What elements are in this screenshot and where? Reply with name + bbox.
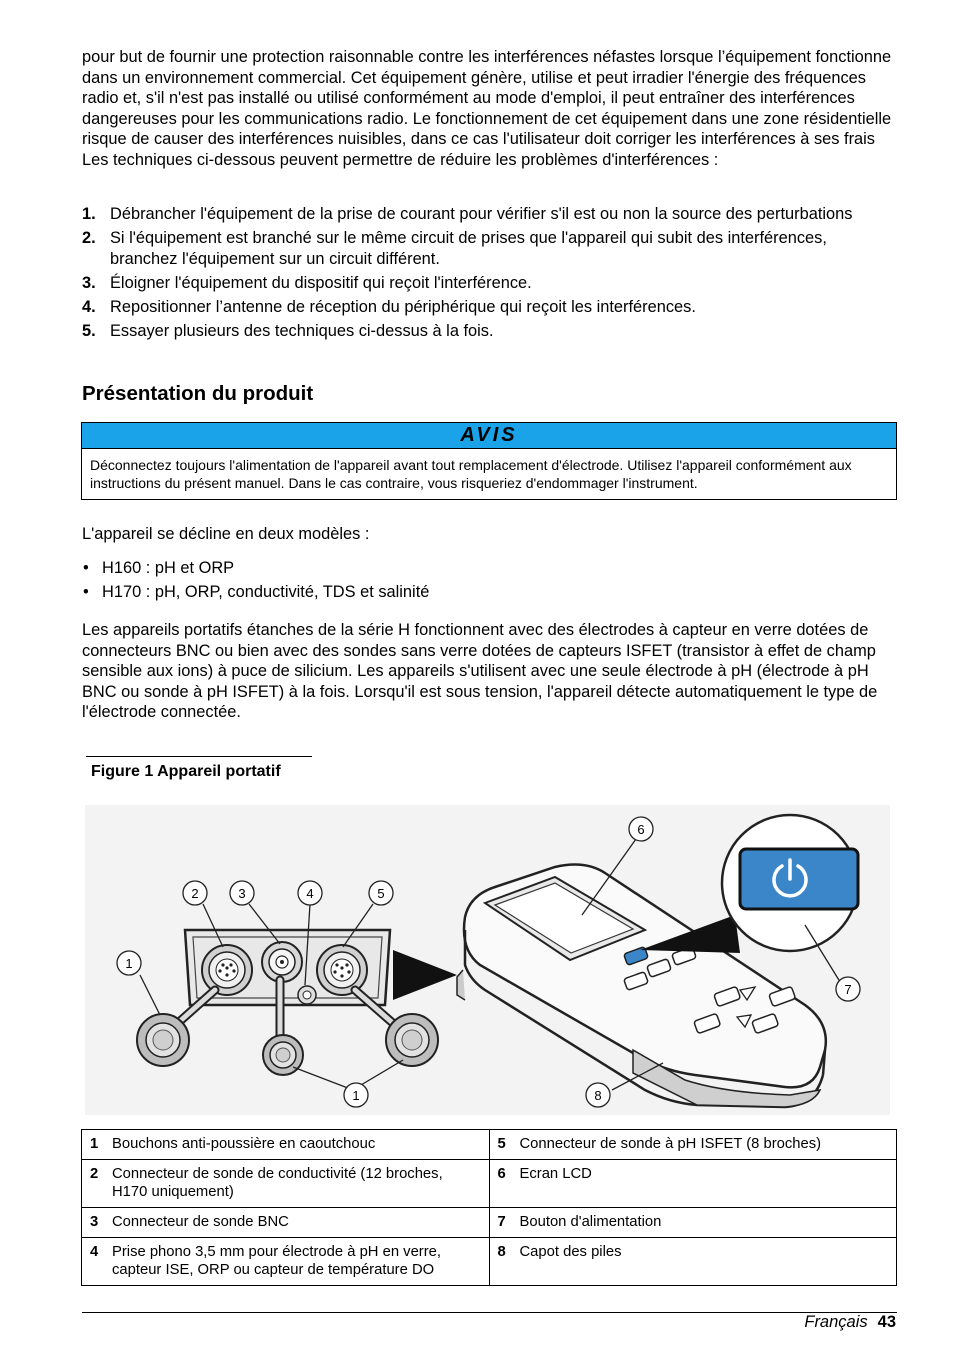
power-button-zoom <box>722 815 858 951</box>
list-item <box>82 204 898 225</box>
notice-body: Déconnectez toujours l'alimentation de l'appareil avant tout remplacement d'électrode. Utilisez l'appareil conformément aux instructions du présent manuel. Dans le cas contraire, vous risqueriez d'endommager l'instrument. <box>90 457 852 491</box>
callout-label: 6 <box>637 822 645 837</box>
callout-label: 4 <box>306 886 314 901</box>
footer-language: Français <box>804 1313 868 1331</box>
step-number: 2. <box>82 229 96 247</box>
legend-cell <box>489 1160 897 1208</box>
legend-number: 4 <box>90 1244 99 1260</box>
interference-steps-list <box>82 204 898 345</box>
table-row <box>82 1208 897 1238</box>
step-number: 5. <box>82 322 96 340</box>
legend-cell <box>489 1208 897 1238</box>
step-text: Repositionner l’antenne de réception du périphérique qui reçoit les interférences. <box>110 298 696 316</box>
table-row <box>82 1130 897 1160</box>
legend-text: Ecran LCD <box>519 1166 592 1182</box>
figure-caption: Figure 1 Appareil portatif <box>91 763 281 780</box>
figure-legend-table <box>81 1129 897 1286</box>
callout-label: 8 <box>594 1088 602 1103</box>
legend-cell <box>82 1208 490 1238</box>
legend-cell <box>489 1130 897 1160</box>
list-item <box>82 273 898 294</box>
legend-number: 6 <box>497 1166 506 1182</box>
legend-text: Bouchons anti-poussière en caoutchouc <box>112 1136 376 1152</box>
callout-label: 3 <box>238 886 246 901</box>
table-row <box>82 1238 897 1286</box>
footer-rule <box>82 1312 897 1313</box>
callout-3 <box>230 881 254 905</box>
phono-jack <box>298 986 316 1004</box>
legend-number: 7 <box>497 1214 506 1230</box>
list-item <box>82 228 898 270</box>
callout-label: 1 <box>352 1088 360 1103</box>
list-item: • H160 : pH et ORP <box>82 558 429 578</box>
legend-text: Prise phono 3,5 mm pour électrode à pH en verre, capteur ISE, ORP ou capteur de température DO <box>112 1244 441 1278</box>
models-list <box>82 558 429 606</box>
callout-7 <box>836 977 860 1001</box>
callout-label: 5 <box>377 886 385 901</box>
list-item: • H170 : pH, ORP, conductivité, TDS et salinité <box>82 582 429 602</box>
callout-5 <box>369 881 393 905</box>
legend-cell <box>82 1238 490 1286</box>
callout-6 <box>629 817 653 841</box>
legend-number: 1 <box>90 1136 99 1152</box>
step-text: Si l'équipement est branché sur le même circuit de prises que l'appareil qui subit des interférences, branchez l'équipement sur un circuit différent. <box>110 229 827 268</box>
callout-8 <box>586 1083 610 1107</box>
page-footer <box>804 1313 896 1332</box>
description-paragraph: Les appareils portatifs étanches de la série H fonctionnent avec des électrodes à capteur en verre dotées de connecteurs BNC ou bien avec des sondes sans verre dotées de capteurs ISFET (transistor à effet de champ sensible aux ions) à puce de silicium. Les appareils s'utilisent avec une seule électrode à pH (électrode à pH BNC ou sonde à pH ISFET) à la fois. Lorsqu'il est sous tension, l'appareil détecte automatiquement le type de l'électrode connectée. <box>82 621 878 721</box>
step-text: Éloigner l'équipement du dispositif qui reçoit l'interférence. <box>110 274 532 292</box>
callout-label: 7 <box>844 982 852 997</box>
step-number: 3. <box>82 274 96 292</box>
step-number: 4. <box>82 298 96 316</box>
legend-cell <box>489 1238 897 1286</box>
step-number: 1. <box>82 205 96 223</box>
callout-1 <box>117 951 141 975</box>
page-number: 43 <box>877 1313 896 1331</box>
list-item <box>82 321 898 342</box>
callout-1-bottom <box>344 1083 368 1107</box>
step-text: Débrancher l'équipement de la prise de courant pour vérifier s'il est ou non la source des perturbations <box>110 205 853 223</box>
callout-2 <box>183 881 207 905</box>
models-intro: L'appareil se décline en deux modèles : <box>82 525 370 543</box>
conductivity-connector <box>202 945 252 995</box>
legend-text: Connecteur de sonde BNC <box>112 1214 289 1230</box>
list-item <box>82 297 898 318</box>
callout-4 <box>298 881 322 905</box>
step-text: Essayer plusieurs des techniques ci-dessus à la fois. <box>110 322 494 340</box>
legend-number: 5 <box>497 1136 506 1152</box>
legend-number: 2 <box>90 1166 99 1182</box>
notice-heading: AVIS <box>82 423 896 449</box>
isfet-connector <box>317 945 367 995</box>
callout-label: 2 <box>191 886 199 901</box>
device-figure <box>85 805 890 1115</box>
legend-cell <box>82 1160 490 1208</box>
legend-text: Connecteur de sonde de conductivité (12 broches, H170 uniquement) <box>112 1166 443 1200</box>
legend-number: 3 <box>90 1214 99 1230</box>
legend-text: Connecteur de sonde à pH ISFET (8 broches) <box>519 1136 822 1152</box>
callout-label: 1 <box>125 956 133 971</box>
section-title: Présentation du produit <box>82 382 314 405</box>
figure-rule <box>86 756 312 757</box>
legend-cell <box>82 1130 490 1160</box>
legend-number: 8 <box>497 1244 506 1260</box>
legend-text: Bouton d'alimentation <box>519 1214 662 1230</box>
intro-paragraph: pour but de fournir une protection raisonnable contre les interférences néfastes lorsque l’équipement fonctionne dans un environnement commercial. Cet équipement génère, utilise et peut irradier l'énergie des fréquences radio et, s'il n'est pas installé ou utilisé conformément au mode d'emploi, il peut entraîner des interférences dangereuses pour les communications radio. Le fonctionnement de cet équipement dans une zone résidentielle risque de causer des interférences nuisibles, dans ce cas l'utilisateur doit corriger les interférences à ses frais Les techniques ci-dessous peuvent permettre de réduire les problèmes d'interférences : <box>82 48 892 169</box>
legend-text: Capot des piles <box>519 1244 622 1260</box>
table-row <box>82 1160 897 1208</box>
notice-box <box>81 422 897 500</box>
